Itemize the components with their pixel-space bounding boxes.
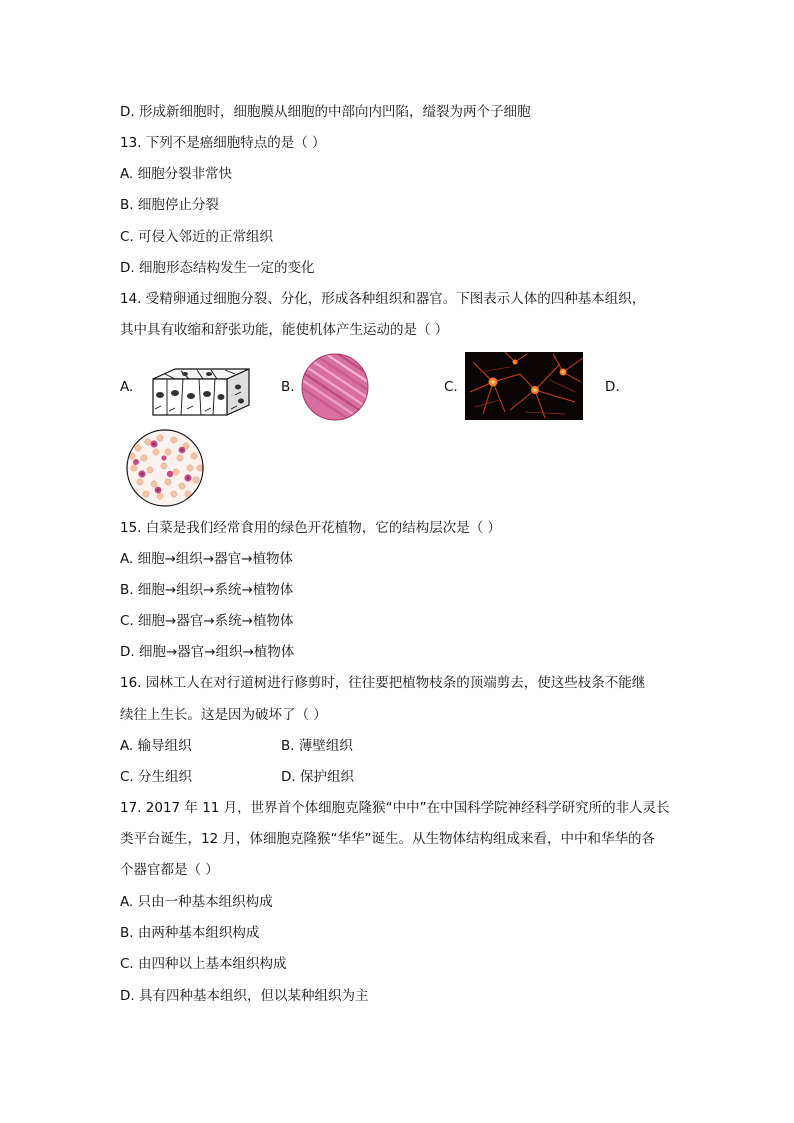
q16-stem-line2: 续往上生长。这是因为破坏了（ ） — [120, 707, 327, 723]
q15-option-b: B. 细胞→组织→系统→植物体 — [120, 582, 294, 598]
q15-option-a: A. 细胞→组织→器官→植物体 — [120, 551, 294, 567]
q16-option-d: D. 保护组织 — [281, 769, 354, 785]
q13-option-c: C. 可侵入邻近的正常组织 — [120, 229, 274, 245]
q17-option-a: A. 只由一种基本组织构成 — [120, 894, 273, 910]
q14-stem-line1: 14. 受精卵通过细胞分裂、分化，形成各种组织和器官。下图表示人体的四种基本组织， — [120, 291, 646, 307]
q13-option-a: A. 细胞分裂非常快 — [120, 166, 233, 182]
q16-stem-line1: 16. 园林工人在对行道树进行修剪时，往往要把植物枝条的顶端剪去，使这些枝条不能继 — [120, 675, 646, 691]
q13-option-d: D. 细胞形态结构发生一定的变化 — [120, 260, 315, 276]
q14-option-d-label: D. — [605, 379, 620, 395]
blood-tissue-image — [124, 428, 206, 508]
q13-option-b: B. 细胞停止分裂 — [120, 197, 219, 213]
q12-option-d: D. 形成新细胞时，细胞膜从细胞的中部向内凹陷，缢裂为两个子细胞 — [120, 104, 531, 120]
q16-option-b: B. 薄壁组织 — [281, 738, 353, 754]
q16-option-a: A. 输导组织 — [120, 738, 192, 754]
q14-stem-line2: 其中具有收缩和舒张功能，能使机体产生运动的是（ ） — [120, 322, 449, 338]
q14-option-b-label: B. — [281, 379, 295, 395]
q17-option-b: B. 由两种基本组织构成 — [120, 925, 260, 941]
q17-stem-line3: 个器官都是（ ） — [120, 862, 219, 878]
muscle-tissue-image — [300, 352, 370, 422]
q15-option-d: D. 细胞→器官→组织→植物体 — [120, 644, 295, 660]
q17-option-c: C. 由四种以上基本组织构成 — [120, 956, 287, 972]
epithelial-tissue-image — [145, 365, 251, 417]
q14-option-c-label: C. — [444, 379, 458, 395]
q13-stem: 13. 下列不是癌细胞特点的是（ ） — [120, 135, 326, 151]
q17-stem-line2: 类平台诞生，12 月，体细胞克隆猴“华华”诞生。从生物体结构组成来看，中中和华华的各 — [120, 831, 655, 847]
q15-option-c: C. 细胞→器官→系统→植物体 — [120, 613, 294, 629]
q16-option-c: C. 分生组织 — [120, 769, 193, 785]
q14-option-a-label: A. — [120, 379, 134, 395]
nerve-tissue-image — [465, 352, 583, 420]
q17-stem-line1: 17. 2017 年 11 月，世界首个体细胞克隆猴“中中”在中国科学院神经科学研究所的非人灵长 — [120, 800, 670, 816]
q15-stem: 15. 白菜是我们经常食用的绿色开花植物，它的结构层次是（ ） — [120, 520, 502, 536]
q17-option-d: D. 具有四种基本组织，但以某种组织为主 — [120, 988, 369, 1004]
